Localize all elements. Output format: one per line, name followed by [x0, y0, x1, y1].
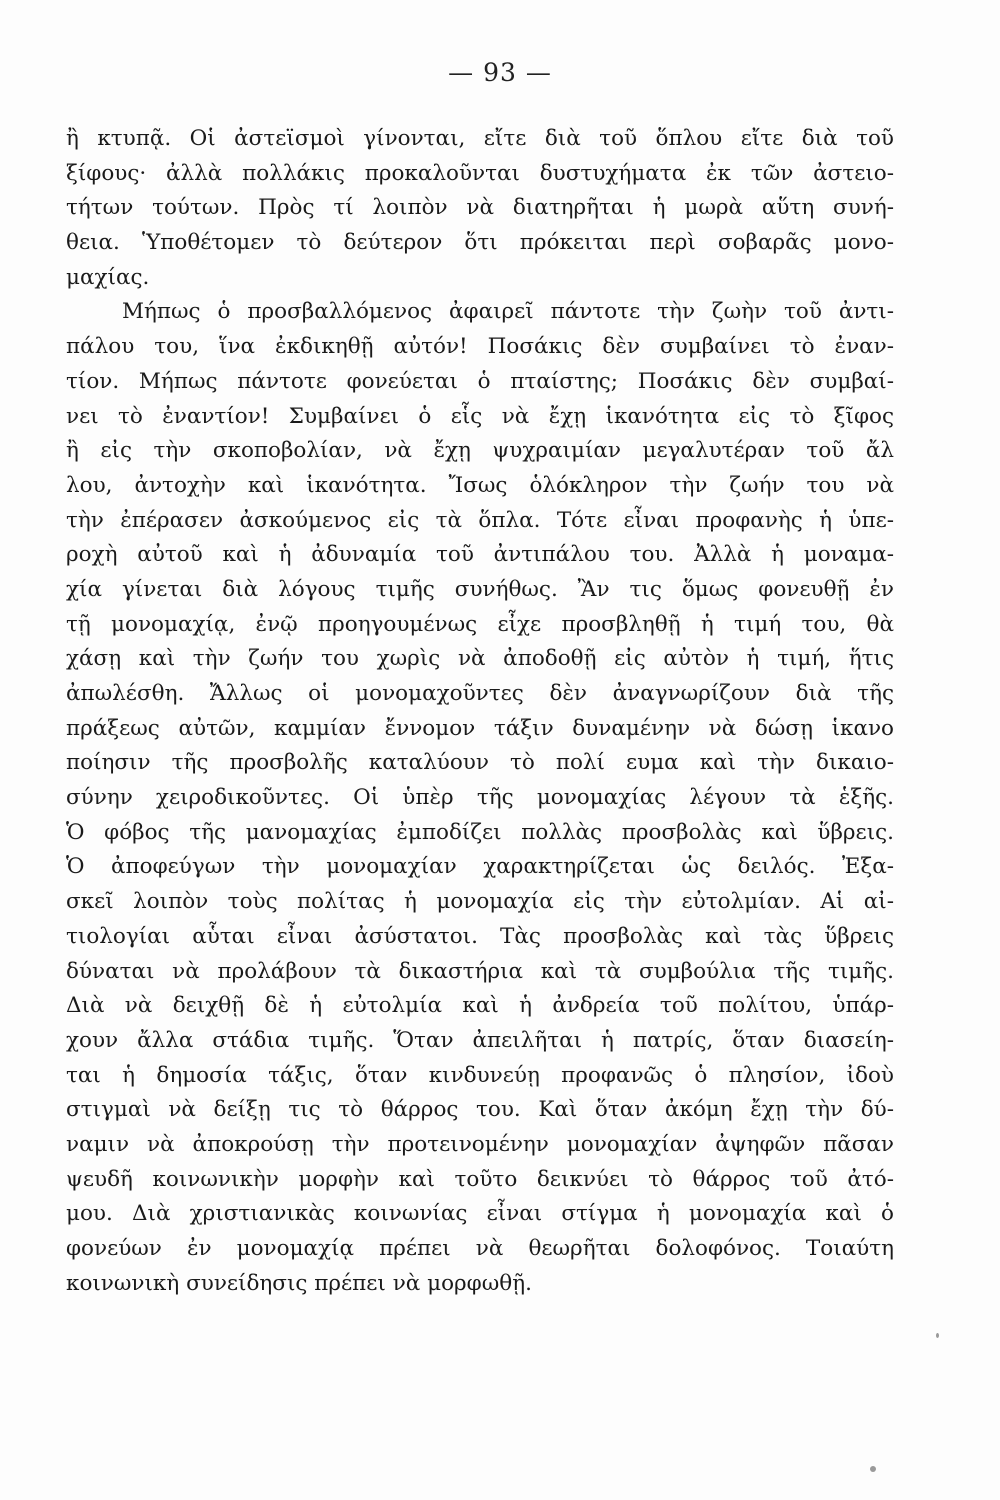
text-line: ψευδῆ κοινωνικὴν μορφὴν καὶ τοῦτο δεικνύει τὸ θάρρος τοῦ ἀτό-	[66, 1166, 894, 1192]
page-number: — 93 —	[448, 58, 552, 87]
text-line: τῇ μονομαχίᾳ, ἐνῷ προηγουμένως εἶχε προσβληθῇ ἡ τιμή του, θὰ	[66, 611, 894, 637]
text-line: χουν ἄλλα στάδια τιμῆς. Ὅταν ἀπειλῆται ἡ πατρίς, ὅταν διασείη-	[66, 1027, 894, 1053]
text-line: χία γίνεται διὰ λόγους τιμῆς συνήθως. Ἂν τις ὅμως φονευθῇ ἐν	[66, 576, 894, 602]
text-line: κοινωνικὴ συνείδησις πρέπει νὰ μορφωθῇ.	[66, 1270, 532, 1296]
text-line: νει τὸ ἐναντίον! Συμβαίνει ὁ εἷς νὰ ἔχῃ ἱκανότητα εἰς τὸ ξῖφος	[66, 403, 894, 429]
text-line: ἢ κτυπᾷ. Οἱ ἀστεϊσμοὶ γίνονται, εἴτε διὰ τοῦ ὅπλου εἴτε διὰ τοῦ	[66, 126, 894, 151]
text-line: δύναται νὰ προλάβουν τὰ δικαστήρια καὶ τὰ συμβούλια τῆς τιμῆς.	[66, 958, 894, 984]
paper-speck	[936, 1333, 939, 1338]
text-line: χάσῃ καὶ τὴν ζωήν του χωρὶς νὰ ἀποδοθῇ εἰς αὐτὸν ἡ τιμή, ἥτις	[66, 646, 894, 672]
text-line: ποίησιν τῆς προσβολῆς καταλύουν τὸ πολί ευμα καὶ τὴν δικαιο-	[66, 750, 894, 776]
text-line: τιολογίαι αὗται εἶναι ἀσύστατοι. Τὰς προσβολὰς καὶ τὰς ὕβρεις	[66, 923, 894, 949]
text-line: ροχὴ αὐτοῦ καὶ ἡ ἀδυναμία τοῦ ἀντιπάλου του. Ἀλλὰ ἡ μοναμα-	[66, 542, 894, 568]
text-line: σκεῖ λοιπὸν τοὺς πολίτας ἡ μονομαχία εἰς τὴν εὐτολμίαν. Αἱ αἰ-	[66, 889, 894, 915]
text-line: Ὁ φόβος τῆς μανομαχίας ἐμποδίζει πολλὰς προσβολὰς καὶ ὕβρεις.	[66, 819, 894, 845]
text-line: Ὁ ἀποφεύγων τὴν μονομαχίαν χαρακτηρίζεται ὡς δειλός. Ἐξα-	[66, 854, 894, 880]
text-line: φονεύων ἐν μονομαχίᾳ πρέπει νὰ θεωρῆται δολοφόνος. Τοιαύτη	[66, 1236, 894, 1261]
text-line: μαχίας.	[66, 264, 150, 290]
text-line: ναμιν νὰ ἀποκρούσῃ τὴν προτεινομένην μονομαχίαν ἀψηφῶν πᾶσαν	[66, 1131, 894, 1157]
text-line: ται ἡ δημοσία τάξις, ὅταν κινδυνεύῃ προφανῶς ὁ πλησίον, ἰδοὺ	[66, 1062, 894, 1088]
text-line: λου, ἀντοχὴν καὶ ἱκανότητα. Ἴσως ὁλόκληρον τὴν ζωήν του νὰ	[66, 472, 894, 498]
text-line: θεια. Ὑποθέτομεν τὸ δεύτερον ὅτι πρόκειται περὶ σοβαρᾶς μονο-	[66, 230, 894, 256]
body-text	[66, 122, 894, 1301]
text-line: Διὰ νὰ δειχθῇ δὲ ἡ εὐτολμία καὶ ἡ ἀνδρεία τοῦ πολίτου, ὑπάρ-	[66, 993, 894, 1019]
text-line: πάλου του, ἵνα ἐκδικηθῇ αὐτόν! Ποσάκις δὲν συμβαίνει τὸ ἐναν-	[66, 334, 894, 360]
text-line: Μήπως ὁ προσβαλλόμενος ἀφαιρεῖ πάντοτε τὴν ζωὴν τοῦ ἀντι-	[122, 299, 894, 325]
text-line: τήτων τούτων. Πρὸς τί λοιπὸν νὰ διατηρῆται ἡ μωρὰ αὕτη συνή-	[66, 195, 894, 221]
text-line: ἢ εἰς τὴν σκοποβολίαν, νὰ ἔχῃ ψυχραιμίαν μεγαλυτέραν τοῦ ἄλ	[66, 438, 894, 464]
text-line: πράξεως αὐτῶν, καμμίαν ἔννομον τάξιν δυναμένην νὰ δώσῃ ἱκανο	[66, 715, 894, 741]
text-line: τὴν ἐπέρασεν ἀσκούμενος εἰς τὰ ὅπλα. Τότε εἶναι προφανὴς ἡ ὑπε-	[66, 507, 894, 533]
text-line: τίον. Μήπως πάντοτε φονεύεται ὁ πταίστης; Ποσάκις δὲν συμβαί-	[66, 368, 894, 394]
paper-speck	[870, 1466, 876, 1472]
text-line: σύνην χειροδικοῦντες. Οἱ ὑπὲρ τῆς μονομαχίας λέγουν τὰ ἑξῆς.	[66, 785, 894, 811]
text-line: ξίφους· ἀλλὰ πολλάκις προκαλοῦνται δυστυχήματα ἐκ τῶν ἀστειο-	[66, 160, 894, 186]
text-line: ἀπωλέσθη. Ἄλλως οἱ μονομαχοῦντες δὲν ἀναγνωρίζουν διὰ τῆς	[66, 681, 894, 706]
text-line: μου. Διὰ χριστιανικὰς κοινωνίας εἶναι στίγμα ἡ μονομαχία καὶ ὁ	[66, 1201, 894, 1227]
text-line: στιγμαὶ νὰ δείξῃ τις τὸ θάρρος του. Καὶ ὅταν ἀκόμη ἔχῃ τὴν δύ-	[66, 1097, 894, 1123]
